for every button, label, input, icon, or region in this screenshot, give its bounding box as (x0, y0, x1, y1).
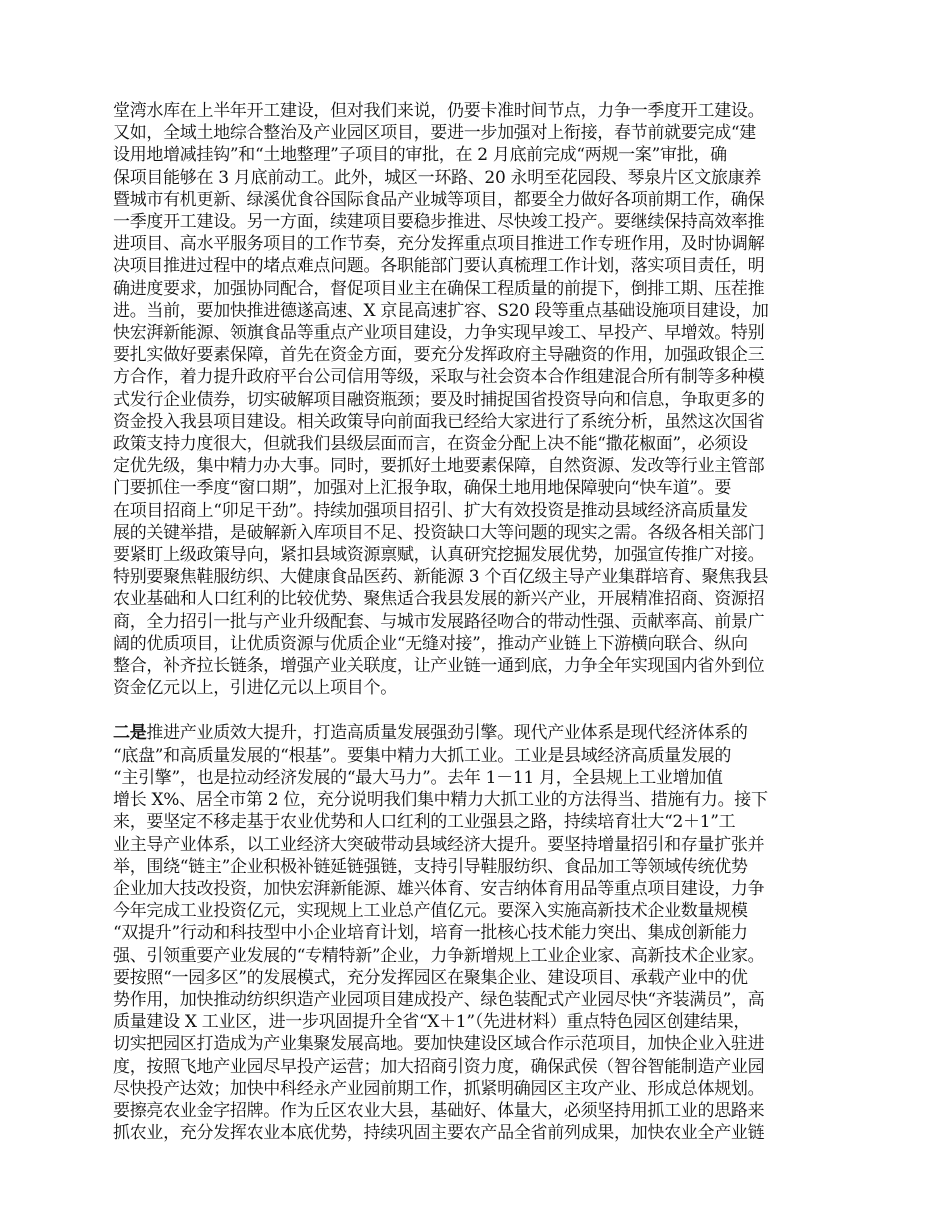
paragraph-project-construction (113, 100, 846, 699)
text-line: 设用地增减挂钩”和“土地整理”子项目的审批，在 2 月底前完成“两规一案”审批，确 (113, 145, 727, 166)
text-line: 一季度开工建设。另一方面，续建项目要稳步推进、尽快竣工投产。要继续保持高效率推 (113, 212, 765, 233)
text-line: 来，要坚定不移走基于农业优势和人口红利的工业强县之路，持续培育壮大“2＋1”工 (113, 812, 736, 833)
text-line: 在项目招商上“卯足干劲”。持续加强项目招引、扩大有效投资是推动县域经济高质量发 (113, 500, 748, 521)
text-line: 要擦亮农业金字招牌。作为丘区农业大县，基础好、体量大，必须坚持用抓工业的思路来 (113, 1100, 765, 1121)
paragraph-first-line (113, 722, 846, 744)
text-line: 展的关键举措，是破解新入库项目不足、投资缺口大等问题的现实之需。各级各相关部门 (113, 522, 765, 543)
section-lead-label: 二是 (113, 723, 147, 744)
text-line: 特别要聚焦鞋服纺织、大健康食品医药、新能源 3 个百亿级主导产业集群培育、聚焦我县 (113, 567, 769, 588)
text-line: 切实把园区打造成为产业集聚发展高地。要加快建设区域合作示范项目，加快企业入驻进 (113, 1034, 765, 1055)
text-line: 举，围绕“链主”企业积极补链延链强链，支持引导鞋服纺织、食品加工等领域传统优势 (113, 856, 748, 877)
text-line: 政策支持力度很大，但就我们县级层面而言，在资金分配上决不能“撒花椒面”，必须设 (113, 434, 748, 455)
text-line: 进。当前，要加快推进德遂高速、X 京昆高速扩容、S20 段等重点基础设施项目建设，加 (113, 300, 769, 321)
text-line: 暨城市有机更新、绿溪优食谷国际食品产业城等项目，都要全力做好各项前期工作，确保 (113, 189, 765, 210)
text-line: 企业加大技改投资，加快宏湃新能源、雄兴体育、安吉纳体育用品等重点项目建设，力争 (113, 878, 765, 899)
text-line: 质量建设 X 工业区，进一步巩固提升全省“X＋1”（先进材料）重点特色园区创建结果， (113, 1012, 751, 1033)
text-line: 尽快投产达效；加快中科经永产业园前期工作，抓紧明确园区主攻产业、形成总体规划。 (113, 1078, 765, 1099)
text-line: “主引擎”，也是拉动经济发展的“最大马力”。去年 1－11 月，全县规上工业增加值 (113, 767, 723, 788)
text-line: 农业基础和人口红利的比较优势、聚焦适合我县发展的新兴产业，开展精准招商、资源招 (113, 589, 765, 610)
text-line: 快宏湃新能源、领旗食品等重点产业项目建设，力争实现早竣工、早投产、早增效。特别 (113, 323, 765, 344)
text-line: 商，全力招引一批与产业升级配套、与城市发展路径吻合的带动性强、贡献率高、前景广 (113, 611, 765, 632)
text-line: 资金亿元以上，引进亿元以上项目个。 (113, 678, 397, 699)
text-line: 抓农业，充分发挥农业本底优势，持续巩固主要农产品全省前列成果，加快农业全产业链 (113, 1123, 765, 1144)
document-page (113, 100, 846, 1144)
text-line: 定优先级，集中精力办大事。同时，要抓好土地要素保障，自然资源、发改等行业主管部 (113, 456, 765, 477)
text-line: “双提升”行动和科技型中小企业培育计划，培育一批核心技术能力突出、集成创新能力 (113, 923, 748, 944)
text-line: 今年完成工业投资亿元，实现规上工业总产值亿元。要深入实施高新技术企业数量规模 (113, 901, 748, 922)
first-line-text: 推进产业质效大提升，打造高质量发展强劲引擎。现代产业体系是现代经济体系的 (146, 723, 748, 744)
paragraph-gap (113, 699, 846, 722)
text-line: 进项目、高水平服务项目的工作节奏，充分发挥重点项目推进工作专班作用，及时协调解 (113, 234, 765, 255)
text-line: 要紧盯上级政策导向，紧扣县域资源禀赋，认真研究挖掘发展优势，加强宣传推广对接。 (113, 545, 765, 566)
text-line: 势作用，加快推动纺织织造产业园项目建成投产、绿色装配式产业园尽快“齐装满员”，高 (113, 989, 765, 1010)
text-line: “底盘”和高质量发展的“根基”。要集中精力大抓工业。工业是县域经济高质量发展的 (113, 745, 732, 766)
text-line: 门要抓住一季度“窗口期”，加强对上汇报争取，确保土地用地保障驶向“快车道”。要 (113, 478, 732, 499)
text-line: 要扎实做好要素保障，首先在资金方面，要充分发挥政府主导融资的作用，加强政银企三 (113, 345, 765, 366)
text-line: 确进度要求，加强协同配合，督促项目业主在确保工程质量的前提下，倒排工期、压茬推 (113, 278, 765, 299)
text-line: 整合，补齐拉长链条，增强产业关联度，让产业链一通到底，力争全年实现国内省外到位 (113, 656, 765, 677)
text-line: 又如，全域土地综合整治及产业园区项目，要进一步加强对上衔接，春节前就要完成“建 (113, 123, 756, 144)
text-line: 方合作，着力提升政府平台公司信用等级，采取与社会资本合作组建混合所有制等多种模 (113, 367, 765, 388)
paragraph-industry-upgrade (113, 722, 846, 1144)
text-line: 要按照“一园多区”的发展模式，充分发挥园区在聚集企业、建设项目、承载产业中的优 (113, 967, 748, 988)
text-line: 保项目能够在 3 月底前动工。此外，城区一环路、20 永明至花园段、琴泉片区文旅康养 (113, 167, 762, 188)
text-line: 堂湾水库在上半年开工建设，但对我们来说，仍要卡准时间节点，力争一季度开工建设。 (113, 101, 765, 121)
text-line: 阔的优质项目，让优质资源与优质企业“无缝对接”，推动产业链上下游横向联合、纵向 (113, 633, 748, 654)
text-line: 资金投入我县项目建设。相关政策导向前面我已经给大家进行了系统分析，虽然这次国省 (113, 411, 765, 432)
text-line: 式发行企业债券，切实破解项目融资瓶颈；要及时捕捉国省投资导向和信息，争取更多的 (113, 389, 765, 410)
text-line: 业主导产业体系，以工业经济大突破带动县域经济大提升。要坚持增量招引和存量扩张并 (113, 834, 765, 855)
text-line: 增长 X%、居全市第 2 位，充分说明我们集中精力大抓工业的方法得当、措施有力。接下 (113, 790, 768, 811)
text-line: 强、引领重要产业发展的“专精特新”企业，力争新增规上工业企业家、高新技术企业家。 (113, 945, 765, 966)
text-line: 决项目推进过程中的堵点难点问题。各职能部门要认真梳理工作计划，落实项目责任，明 (113, 256, 765, 277)
text-line: 度，按照飞地产业园尽早投产运营；加大招商引资力度，确保武侯（智谷智能制造产业园 (113, 1056, 765, 1077)
